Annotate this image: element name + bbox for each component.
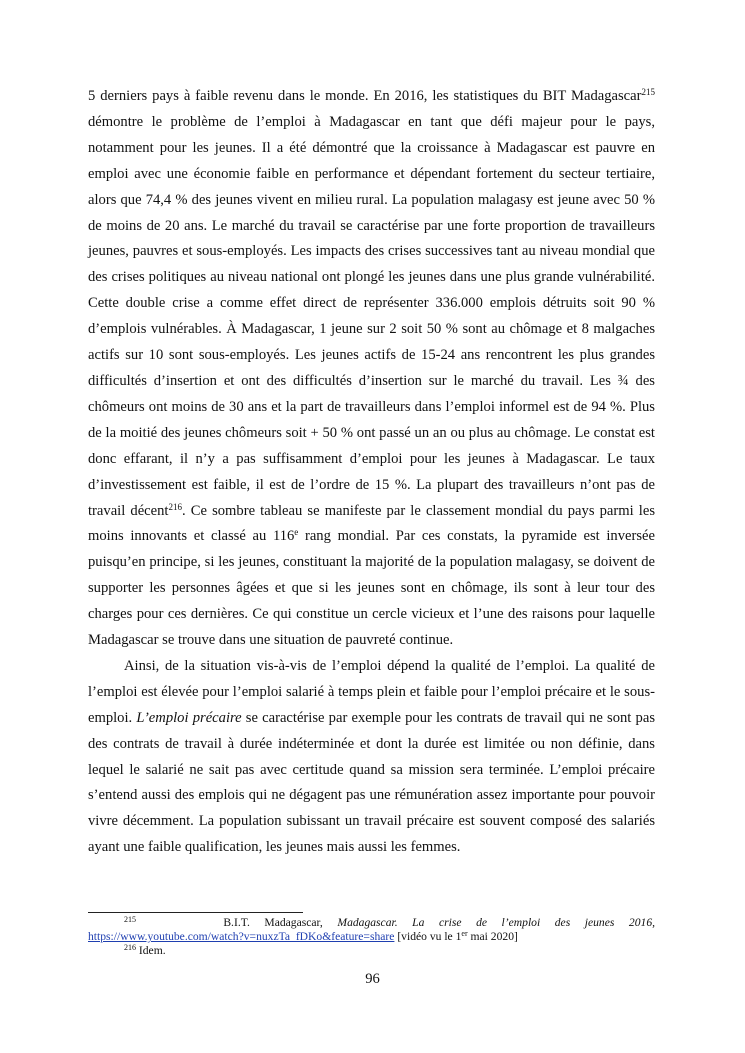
- footnote-216: [88, 944, 655, 958]
- footnote-separator: [88, 912, 303, 913]
- paragraph-2: [88, 654, 655, 861]
- footnote-ref-215[interactable]: 215: [641, 87, 655, 97]
- main-text: [88, 84, 655, 861]
- page-number: 96: [365, 971, 380, 987]
- footnote-note: [vidéo vu le 1: [394, 930, 462, 943]
- footnotes: [88, 916, 655, 958]
- footnote-mark: 215: [124, 915, 136, 924]
- paragraph-text: démontre le problème de l’emploi à Madagascar en tant que défi majeur pour le pays, notamment pour les jeunes. Il a été démontré que la croissance à Madagascar est pauvre en emploi avec une économie faible en performance et dépendant fortement du secteur tertiaire, alors que 74,4 % des jeunes vivent en milieu rural. La population malagasy est jeune avec 50 % de moins de 20 ans. Le marché du travail se caractérise par une forte proportion de travailleurs jeunes, pauvres et sous-employés. Les impacts des crises successives tant au niveau mondial que des crises politiques au niveau national ont plongé les jeunes dans une plus grande vulnérabilité. Cette double crise a comme effet direct de représenter 336.000 emplois détruits soit 90 % d’emplois vulnérables. À Madagascar, 1 jeune sur 2 soit 50 % sont au chômage et 8 malgaches actifs sur 10 sont sous-employés. Les jeunes actifs de 15-24 ans rencontrent les plus grandes difficultés d’insertion et ont des difficultés d’insertion sur le marché du travail. Les ¾ des chômeurs ont moins de 30 ans et la part de travailleurs dans l’emploi informel est de 94 %. Plus de la moitié des jeunes chômeurs soit + 50 % ont passé un an ou plus au chômage. Le constat est donc effarant, il n’y a pas suffisamment d’emploi pour les jeunes à Madagascar. Le taux d’investissement est faible, il est de l’ordre de 15 %. La plupart des travailleurs n’ont pas de travail décent: [88, 113, 655, 519]
- footnote-note: mai 2020]: [467, 930, 518, 943]
- paragraph-1: [88, 84, 655, 654]
- ordinal-suffix: er: [461, 929, 468, 938]
- footnote-ref-216[interactable]: 216: [168, 501, 182, 512]
- paragraph-text: Ainsi, de la situation vis-à-vis de l’emploi dépend la qualité de l’emploi. La qualité de l’emploi est élevée pour l’emploi salarié à temps plein et faible pour l’emploi précaire et le sous-emploi.: [88, 657, 655, 726]
- footnote-215: [88, 916, 655, 944]
- paragraph-text: se caractérise par exemple pour les contrats de travail qui ne sont pas des contrats de travail à durée indéterminée et dont la durée est limitée ou non définie, dans lequel le salarié ne sait pas avec certitude quand sa mission sera terminée. L’emploi précaire s’entend aussi des emplois qui ne dégagent pas une rémunération assez importante pour pouvoir vivre décemment. La population subissant un travail précaire est souvent composé des salariés ayant une faible qualification, les jeunes mais aussi les femmes.: [88, 709, 655, 856]
- footnote-link[interactable]: https://www.youtube.com/watch?v=nuxzTa_fDKo&feature=share: [88, 930, 395, 943]
- footnote-mark: 216: [124, 943, 136, 952]
- footnote-title: Madagascar. La crise de l’emploi des jeunes 2016,: [337, 916, 656, 929]
- paragraph-text: 5 derniers pays à faible revenu dans le monde. En 2016, les statistiques du BIT Madagascar: [88, 88, 642, 104]
- ordinal-suffix: e: [294, 527, 299, 538]
- footnote-text: Idem.: [136, 944, 166, 957]
- paragraph-text: rang mondial. Par ces constats, la pyramide est inversée puisqu’en principe, si les jeunes, constituant la majorité de la population malagasy, se doivent de supporter les personnes âgées et que si les jeunes sont en chômage, ils sont à leur tour des charges pour ces dernières. Ce qui constitue un cercle vicieux et l’une des raisons pour laquelle Madagascar se trouve dans une situation de pauvreté continue.: [88, 528, 655, 649]
- emphasis-term: L’emploi précaire: [136, 709, 242, 726]
- paragraph-text: . Ce sombre tableau se manifeste par le classement mondial du pays parmi les moins innovants et classé au 116: [88, 502, 655, 545]
- footnote-author: B.I.T. Madagascar,: [223, 916, 323, 929]
